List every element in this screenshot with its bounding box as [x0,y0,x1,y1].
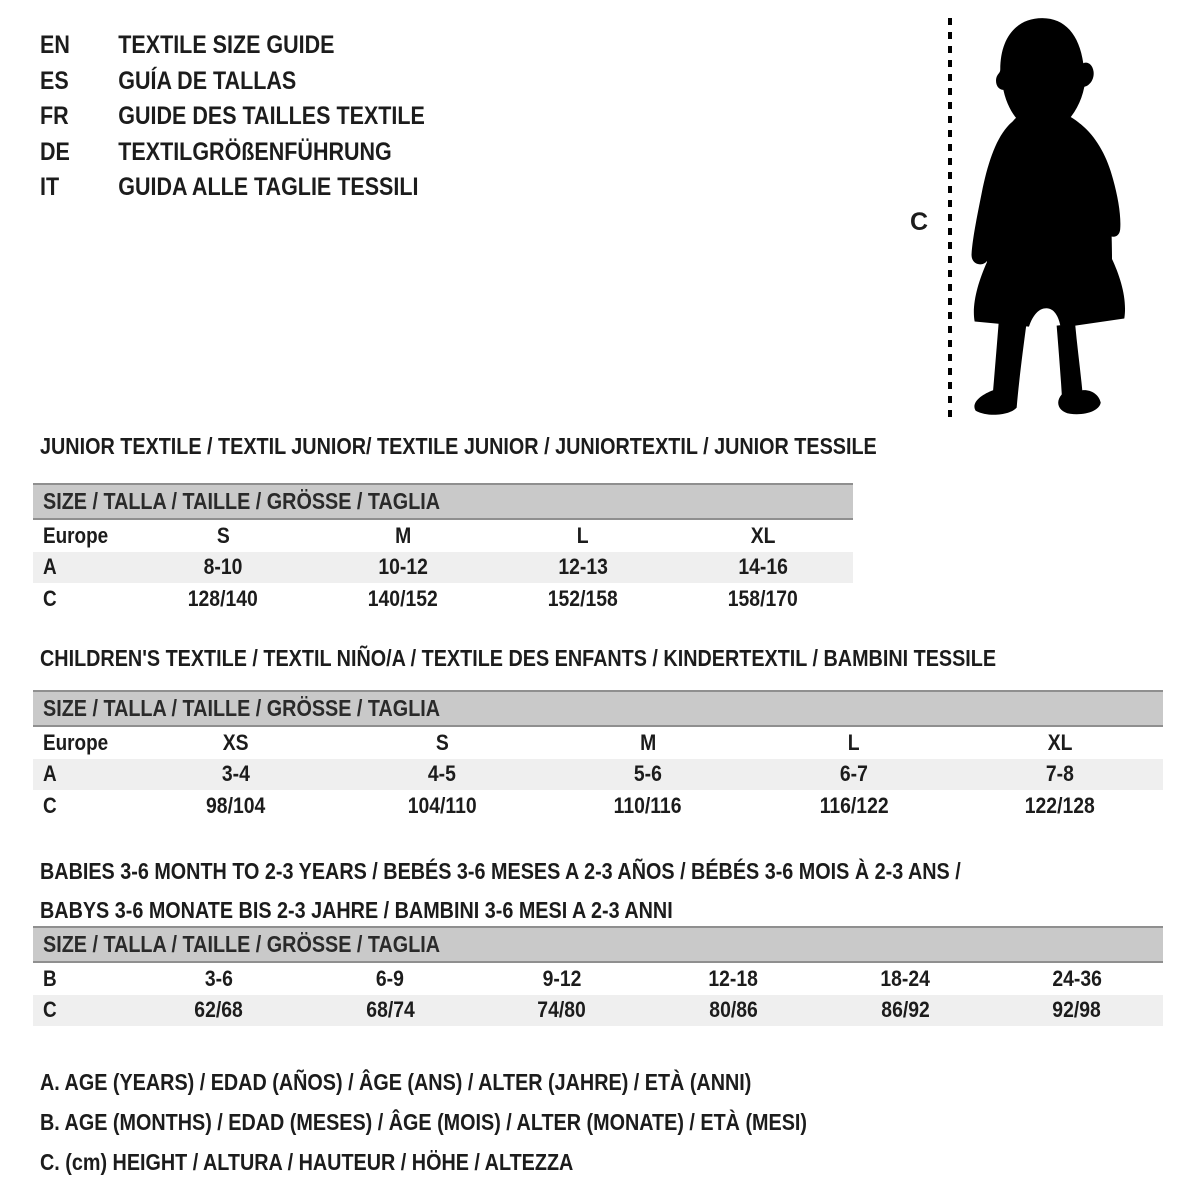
table-cell: 4-5 [428,761,456,787]
babies-row-b [33,963,1163,995]
children-row-c [33,790,1163,822]
lang-code: FR [40,102,69,131]
children-columns-row [33,727,1163,759]
table-cell: 86/92 [880,997,930,1023]
column-header: Europe [43,729,109,755]
table-cell: 12-13 [558,554,608,580]
footnotes [40,1062,932,1182]
table-cell: 24-36 [1052,965,1102,991]
lang-code: EN [40,31,70,60]
lang-code: DE [40,137,70,166]
children-row-a [33,759,1163,791]
footnote-c: C. (cm) HEIGHT / ALTURA / HAUTEUR / HÖHE / ALTEZZA [40,1148,574,1175]
table-cell: 14-16 [738,554,788,580]
row-label: B [43,965,57,991]
babies-title-line2: BABYS 3-6 MONATE BIS 2-3 JAHRE / BAMBINI 3-6 MESI A 2-3 ANNI [40,897,673,923]
table-cell: 98/104 [206,792,266,818]
toddler-silhouette-icon [958,12,1143,422]
junior-row-c [33,583,853,615]
footnote-b: B. AGE (MONTHS) / EDAD (MESES) / ÂGE (MOIS) / ALTER (MONATE) / ETÀ (MESI) [40,1108,807,1135]
junior-columns-row [33,520,853,552]
babies-row-c [33,995,1163,1027]
junior-section-title: JUNIOR TEXTILE / TEXTIL JUNIOR/ TEXTILE JUNIOR / JUNIORTEXTIL / JUNIOR TESSILE [40,433,877,459]
column-header: L [848,729,860,755]
children-size-table [33,690,1163,822]
lang-title: GUIDA ALLE TAGLIE TESSILI [118,173,419,202]
table-cell: 74/80 [537,997,587,1023]
table-cell: 92/98 [1052,997,1101,1023]
table-cell: 62/68 [194,997,244,1023]
children-section-title: CHILDREN'S TEXTILE / TEXTIL NIÑO/A / TEXTILE DES ENFANTS / KINDERTEXTIL / BAMBINI TESSILE [40,645,997,671]
table-cell: 3-4 [222,761,250,787]
table-cell: 9-12 [542,965,582,991]
lang-title: GUÍA DE TALLAS [118,66,297,95]
table-cell: 6-9 [376,965,405,991]
column-header: L [577,522,589,548]
table-cell: 7-8 [1046,761,1074,787]
lang-row-en [40,28,425,64]
table-cell: 140/152 [368,585,438,611]
column-header: XL [1047,729,1073,755]
lang-row-it [40,170,425,206]
lang-title: GUIDE DES TAILLES TEXTILE [118,102,425,131]
table-cell: 10-12 [378,554,428,580]
babies-size-table [33,926,1163,1026]
table-cell: 3-6 [204,965,233,991]
table-cell: 116/122 [819,792,889,818]
footnote-a: A. AGE (YEARS) / EDAD (AÑOS) / ÂGE (ANS) / ALTER (JAHRE) / ETÀ (ANNI) [40,1068,752,1095]
lang-row-de [40,135,425,171]
column-header: Europe [43,522,109,548]
table-cell: 6-7 [840,761,868,787]
lang-row-fr [40,99,425,135]
table-cell: 110/116 [614,792,682,818]
table-cell: 80/86 [709,997,758,1023]
table-cell: 122/128 [1025,792,1095,818]
lang-row-es [40,64,425,100]
children-size-header-bar: SIZE / TALLA / TAILLE / GRÖSSE / TAGLIA [33,690,1163,727]
row-label: C [43,997,57,1023]
lang-title: TEXTILGRÖßENFÜHRUNG [118,137,392,166]
height-measure-label: C [910,208,929,236]
table-cell: 152/158 [548,585,618,611]
junior-size-table [33,483,853,615]
row-label: A [43,554,57,580]
babies-section-title [40,852,1111,930]
junior-row-a [33,552,853,584]
column-header: S [216,522,230,548]
table-cell: 128/140 [188,585,258,611]
column-header: S [435,729,449,755]
table-cell: 104/110 [407,792,477,818]
table-cell: 68/74 [366,997,415,1023]
table-cell: 5-6 [634,761,662,787]
column-header: XS [223,729,249,755]
lang-title: TEXTILE SIZE GUIDE [118,31,335,60]
column-header: M [639,729,657,755]
row-label: A [43,761,57,787]
table-cell: 8-10 [203,554,243,580]
row-label: C [43,585,57,611]
table-cell: 158/170 [728,585,798,611]
lang-code: ES [40,66,69,95]
lang-code: IT [40,173,60,202]
table-cell: 18-24 [880,965,930,991]
babies-title-line1: BABIES 3-6 MONTH TO 2-3 YEARS / BEBÉS 3-6 MESES A 2-3 AÑOS / BÉBÉS 3-6 MOIS À 2-3 ANS / [40,858,961,884]
row-label: C [43,792,57,818]
column-header: XL [750,522,776,548]
column-header: M [394,522,412,548]
language-title-block [40,28,488,206]
height-dashed-line [948,18,952,418]
junior-size-header-bar: SIZE / TALLA / TAILLE / GRÖSSE / TAGLIA [33,483,853,520]
table-cell: 12-18 [708,965,759,991]
babies-size-header-bar: SIZE / TALLA / TAILLE / GRÖSSE / TAGLIA [33,926,1163,963]
